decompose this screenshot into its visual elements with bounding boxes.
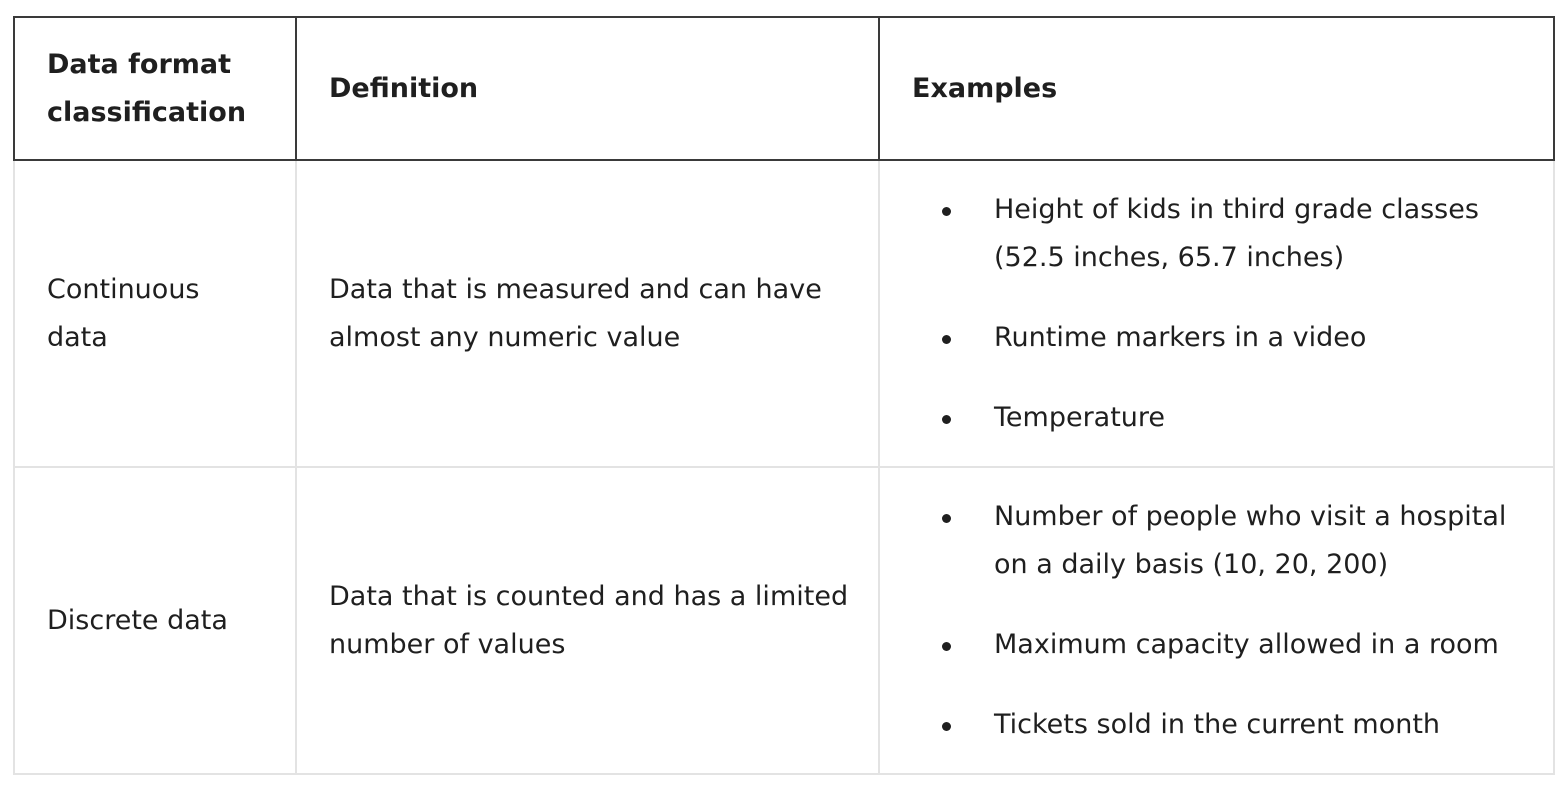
bullet-icon — [942, 207, 951, 216]
definition-text: Data that is counted and has a limited number of values — [329, 580, 849, 660]
classification-cell — [14, 160, 296, 467]
bullet-icon — [942, 415, 951, 424]
classification-label: Discrete data — [47, 604, 228, 636]
list-item — [904, 621, 1533, 669]
example-text: Tickets sold in the current month — [994, 708, 1441, 740]
definition-text: Data that is measured and can have almost any numeric value — [329, 273, 822, 353]
definition-cell — [296, 467, 879, 774]
bullet-icon — [942, 335, 951, 344]
list-item — [904, 701, 1533, 749]
examples-cell — [879, 160, 1554, 467]
bullet-icon — [942, 642, 951, 651]
header-classification-label: Data format classification — [47, 48, 247, 128]
data-format-table — [13, 16, 1555, 775]
header-classification — [14, 17, 296, 160]
example-text: Temperature — [994, 401, 1166, 433]
classification-cell — [14, 467, 296, 774]
header-examples — [879, 17, 1554, 160]
example-text: Runtime markers in a video — [994, 321, 1367, 353]
list-item — [904, 186, 1533, 282]
definition-cell — [296, 160, 879, 467]
examples-cell — [879, 467, 1554, 774]
example-text: Number of people who visit a hospital on a daily basis (10, 20, 200) — [994, 500, 1507, 580]
example-list — [904, 186, 1533, 442]
header-definition-label: Definition — [329, 72, 479, 104]
header-definition — [296, 17, 879, 160]
bullet-icon — [942, 514, 951, 523]
example-text: Height of kids in third grade classes (52.5 inches, 65.7 inches) — [994, 193, 1479, 273]
table-row — [14, 467, 1554, 774]
list-item — [904, 493, 1533, 589]
bullet-icon — [942, 722, 951, 731]
example-list — [904, 493, 1533, 749]
table-header-row — [14, 17, 1554, 160]
list-item — [904, 314, 1533, 362]
table-row — [14, 160, 1554, 467]
list-item — [904, 394, 1533, 442]
classification-label: Continuous data — [47, 273, 200, 353]
example-text: Maximum capacity allowed in a room — [994, 628, 1499, 660]
header-examples-label: Examples — [912, 72, 1058, 104]
